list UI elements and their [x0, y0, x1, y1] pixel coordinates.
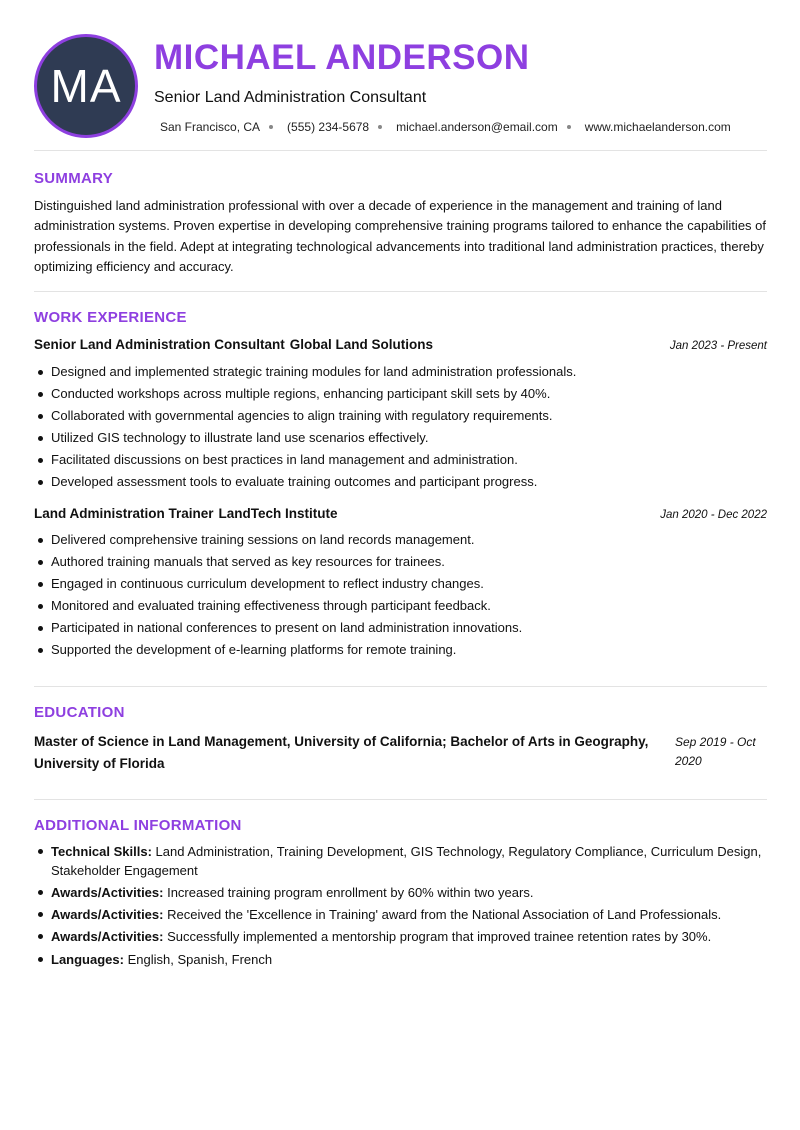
list-item: Participated in national conferences to present on land administration innovations. [34, 617, 767, 639]
job-title: Land Administration Trainer [34, 506, 214, 521]
info-label: Languages: [51, 952, 124, 967]
list-item: Collaborated with governmental agencies to align training with regulatory requirements. [34, 405, 767, 427]
info-text: English, Spanish, French [127, 952, 273, 967]
info-text: Successfully implemented a mentorship program that improved trainee retention rates by 30%. [167, 929, 712, 944]
list-item: Supported the development of e-learning platforms for remote training. [34, 639, 767, 661]
contact-location: San Francisco, CA [160, 120, 261, 134]
list-item: Developed assessment tools to evaluate training outcomes and participant progress. [34, 471, 767, 493]
list-item: Monitored and evaluated training effectiveness through participant feedback. [34, 595, 767, 617]
candidate-name: MICHAEL ANDERSON [154, 38, 530, 77]
contact-email[interactable]: michael.anderson@email.com [396, 120, 558, 134]
education-degree: Master of Science in Land Management, University of California; Bachelor of Arts in Geography, University of Florida [34, 734, 649, 771]
section-divider [34, 686, 767, 687]
summary-heading: SUMMARY [34, 170, 114, 187]
education-dates: Sep 2019 - Oct 2020 [675, 735, 756, 768]
education-heading: EDUCATION [34, 704, 125, 721]
list-item: Facilitated discussions on best practices in land management and administration. [34, 449, 767, 471]
job-dates: Jan 2020 - Dec 2022 [660, 509, 767, 521]
job-bullets [34, 529, 767, 661]
avatar [34, 34, 138, 138]
list-item: Utilized GIS technology to illustrate land use scenarios effectively. [34, 427, 767, 449]
job-header [34, 506, 767, 521]
separator-dot-icon [567, 125, 571, 129]
list-item [34, 842, 767, 880]
list-item: Engaged in continuous curriculum development to reflect industry changes. [34, 573, 767, 595]
info-text: Received the 'Excellence in Training' award from the National Association of Land Professionals. [167, 907, 722, 922]
summary-text: Distinguished land administration professional with over a decade of experience in the management and training of land administration systems. Proven expertise in developing comprehensive training programs tailored to enhance the capabilities of professionals in the field. Adept at integrating technological advancements into traditional land administration practices, thereby optimizing efficiency and accuracy. [34, 198, 767, 274]
separator-dot-icon [378, 125, 382, 129]
info-text: Increased training program enrollment by 60% within two years. [167, 885, 534, 900]
info-label: Technical Skills: [51, 844, 152, 859]
additional-list [34, 842, 767, 972]
list-item [34, 905, 767, 924]
job-title-line [34, 506, 338, 521]
info-label: Awards/Activities: [51, 929, 164, 944]
list-item: Designed and implemented strategic training modules for land administration professionals. [34, 361, 767, 383]
additional-heading: ADDITIONAL INFORMATION [34, 817, 242, 834]
job-title: Senior Land Administration Consultant [34, 337, 285, 352]
info-text: Land Administration, Training Development, GIS Technology, Regulatory Compliance, Curriculum Design, Stakeholder Engagement [51, 844, 762, 878]
contact-phone: (555) 234-5678 [287, 120, 370, 134]
info-label: Awards/Activities: [51, 885, 164, 900]
list-item: Delivered comprehensive training sessions on land records management. [34, 529, 767, 551]
section-divider [34, 291, 767, 292]
job-bullets [34, 361, 767, 493]
candidate-title: Senior Land Administration Consultant [154, 89, 427, 106]
experience-heading: WORK EXPERIENCE [34, 309, 187, 326]
list-item [34, 927, 767, 946]
separator-dot-icon [269, 125, 273, 129]
job-dates: Jan 2023 - Present [669, 340, 767, 352]
education-entry [34, 731, 767, 775]
list-item [34, 950, 767, 969]
contact-website[interactable]: www.michaelanderson.com [584, 120, 731, 134]
job-header [34, 337, 767, 352]
section-divider [34, 150, 767, 151]
job-title-line [34, 337, 433, 352]
list-item [34, 883, 767, 902]
list-item: Authored training manuals that served as key resources for trainees. [34, 551, 767, 573]
list-item: Conducted workshops across multiple regions, enhancing participant skill sets by 40%. [34, 383, 767, 405]
section-divider [34, 799, 767, 800]
job-company: LandTech Institute [218, 506, 338, 521]
job-company: Global Land Solutions [289, 337, 434, 352]
info-label: Awards/Activities: [51, 907, 164, 922]
contact-line [160, 120, 731, 134]
avatar-initials: MA [50, 60, 122, 112]
